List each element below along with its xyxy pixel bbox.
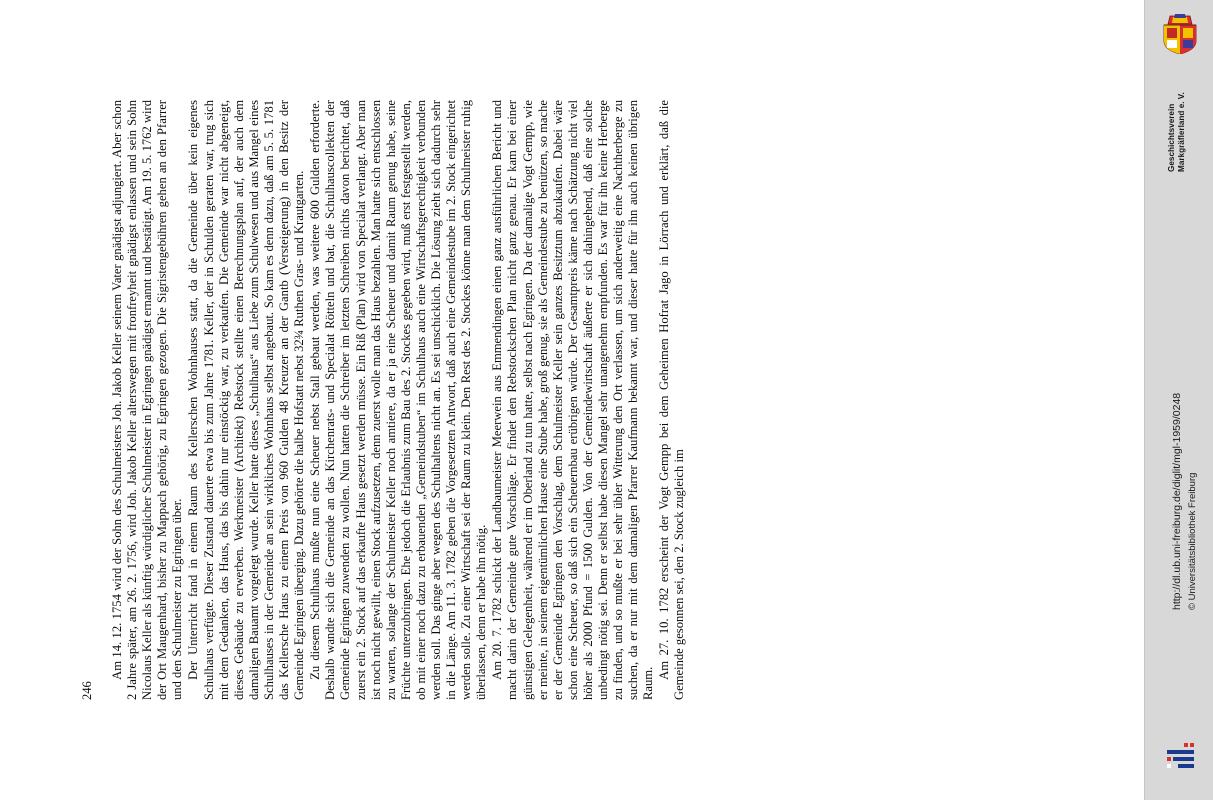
paragraph-1: Am 14. 12. 1754 wird der Sohn des Schulmeisters Joh. Jakob Keller seinem Vater gnädigst adjungiert. Aber schon 2 Jahre später, am 26. 2. 1756, wird Joh. Jakob Keller alterswegen mit fronfreyheit gnädigst enlassen und sein Sohn Nicolaus Keller als künftig würdiglicher Schulmeister in Egringen gnädigst ernannt und bestätigt. Am 19. 5. 1762 wird der Ort Maugenhard, bisher zu Mappach gehörig, zu Egringen gezogen. Die Sigristengebühren gehen an den Pfarrer und den Schulmeister zu Egringen über. bbox=[110, 100, 185, 700]
metadata-rail bbox=[1144, 0, 1213, 800]
folio-number: 246 bbox=[80, 681, 94, 700]
paragraph-3: Zu diesem Schulhaus mußte nun eine Scheuer nebst Stall gebaut werden, was weitere 600 Gulden erforderte. Deshalb wandte sich die Gemeinde an das Kirchenrats- und Specialat Rötteln und bat, die Schulhauscollekten der Gemeinde Egringen zuwenden zu wollen. Nun hatten die Schreiber im letzten Schreiben nichts davon berichtet, daß zuerst ein 2. Stock auf das erkaufte Haus gesetzt werden müsse. Ein Riß (Plan) wird von Specialat verlangt. Aber man ist noch nicht gewillt, einen Stock aufzusetzen, denn zuerst wolle man das Haus bezahlen. Man hatte sich entschlossen zu warten, solange der Schulmeister Keller noch amtiere, da er ja eine Scheuer und damit Raum genug habe, seine Früchte unterzubringen. Ehe jedoch die Erlaubnis zum Bau des 2. Stockes gegeben wird, muß erst festgestellt werden, ob mit einer noch dazu zu erbauenden „Gemeindstuben“ im Schulhaus auch eine Wirtschaftsgerechtigkeit verbunden werden soll. Das ginge aber wegen des Schulhaltens nicht an. Es sei unschicklich. Die Lösung zieht sich dadurch sehr in die Länge. Am 11. 3. 1782 geben die Vorgesetzten Antwort, daß auch eine Gemeindestube im 2. Stock eingerichtet werden solle. Zu einer Wirtschaft sei der Raum zu klein. Den Rest des 2. Stockes könne man dem Schulmeister ruhig überlassen, denn er habe ihn nötig. bbox=[308, 100, 489, 700]
paragraph-5: Am 27. 10. 1782 erscheint der Vogt Gempp bei dem Geheimen Hofrat Jago in Lörrach und erklärt, daß die Gemeinde gesonnen sei, den 2. Stock zugleich im bbox=[657, 100, 687, 700]
organization-label bbox=[1167, 92, 1187, 172]
organization-line-2: Markgräflerland e. V. bbox=[1177, 92, 1186, 172]
coat-of-arms-icon bbox=[1161, 14, 1199, 54]
paragraph-4: Am 20. 7. 1782 schickt der Landbaumeister Meerwein aus Emmendingen einen ganz ausführlichen Bericht und macht darin der Gemeinde gute Vorschläge. Er findet den Rebstockschen Plan nicht ganz genau. Er kam bei einer günstigen Gelegenheit, während er im Oberland zu tun hatte, selbst nach Egringen. Da der damalige Vogt Gempp, wie er meinte, in seinem eigentümlichen Hause eine Stube habe, groß genug, sie als Gemeindestube zu benützen, so mache er der Gemeinde Egringen den Vorschlag, dem Schulmeister Keller sein ganzes Besitztum abzukaufen. Dabei wäre schon eine Scheuer, so daß sich ein Scheuernbau erübrigen würde. Der Gesamtpreis käme nach Schätzung nicht viel höher als 2000 Pfund = 1500 Gulden. Von der Gemeindewirtschaft äußerte er sich dahingehend, daß eine solche unbedingt nötig sei. Denn er selbst habe diesen Mangel sehr unangenehm empfunden. Es war für ihn keine Herberge zu finden, und so mußte er bei sehr übler Witterung den Ort verlassen, um sich anderweitig eine Nachtherberge zu suchen, da er nur mit dem damaligen Pfarrer Kaufmann bekannt war, und dieser hatte für ihn auch keinen übrigen Raum. bbox=[490, 100, 656, 700]
page-rotation-wrapper bbox=[80, 100, 700, 700]
source-url[interactable]: http://dl.ub.uni-freiburg.de/diglit/mgl-1959/0248 bbox=[1171, 392, 1183, 610]
text-column bbox=[110, 100, 688, 700]
page-content bbox=[80, 100, 700, 700]
library-logo-icon bbox=[1166, 742, 1196, 774]
paragraph-2: Der Unterricht fand in einem Raum des Kellerschen Wohnhauses statt, da die Gemeinde über kein eigenes Schulhaus verfügte. Dieser Zustand dauerte etwa bis zum Jahre 1781. Keller, der in Schulden geraten war, trug sich mit dem Gedanken, das Haus, das bis dahin nur einstöckig war, zu verkaufen. Die Gemeinde war nicht abgeneigt, dieses Gebäude zu erwerben. Werkmeister (Architekt) Rebstock stellte einen Berechnungsplan auf, der auch dem damaligen Bauamt vorgelegt wurde. Keller hatte dieses „Schulhaus“ aus Liebe zum Schulwesen und aus Mangel eines Schulhauses in der Gemeinde an sein wirkliches Wohnhaus selbst angebaut. So kam es denn dazu, daß am 5. 5. 1781 das Kellersche Haus zu einem Preis von 960 Gulden 48 Kreuzer an der Gantb (Versteigerung) in den Besitz der Gemeinde Egringen überging. Dazu gehörte die halbe Hofstatt nebst 32¾ Ruthen Gras- und Krautgarten. bbox=[186, 100, 307, 700]
organization-line-1: Geschichtsverein bbox=[1167, 103, 1176, 172]
copyright-notice: © Universitätsbibliothek Freiburg bbox=[1187, 472, 1198, 610]
